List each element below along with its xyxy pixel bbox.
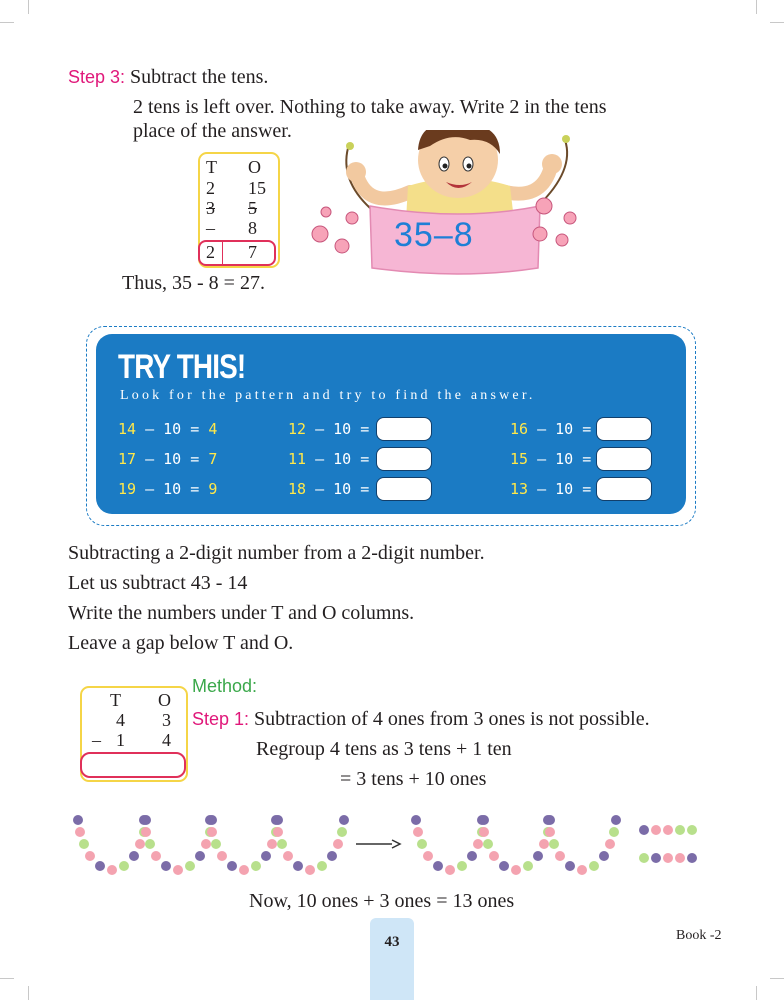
number-ones: 5: [248, 198, 257, 218]
answer-blank-16[interactable]: [596, 417, 652, 441]
equation-operator: – 10 =: [306, 480, 370, 498]
crop-mark: [756, 986, 757, 1000]
step3-line2: place of the answer.: [133, 120, 292, 142]
equation-operator: – 10 =: [306, 420, 370, 438]
answer-blank-11[interactable]: [376, 447, 432, 471]
regroup-ones: 15: [248, 178, 266, 198]
equation-solved: [118, 420, 217, 438]
answer-tens: 2: [206, 242, 215, 262]
crop-mark: [28, 0, 29, 14]
intro-line-2: Let us subtract 43 - 14: [68, 572, 248, 594]
answer-blank-18[interactable]: [376, 477, 432, 501]
equation-blank: [288, 420, 369, 438]
step3-line1: 2 tens is left over. Nothing to take away. Write 2 in the tens: [133, 96, 607, 118]
try-this-subtitle: Look for the pattern and try to find the answer.: [120, 388, 536, 403]
intro-line-1: Subtracting a 2-digit number from a 2-digit number.: [68, 542, 485, 564]
equation-result: 7: [208, 450, 218, 468]
try-this-panel: [96, 334, 686, 514]
crop-mark: [28, 986, 29, 1000]
bead-strings-illustration: [60, 808, 730, 882]
crop-mark: [756, 0, 757, 14]
header-tens: T: [110, 690, 121, 710]
try-this-title: TRY THIS!: [118, 348, 246, 386]
equation-minuend: 18: [288, 480, 307, 498]
minus-sign: –: [92, 730, 101, 750]
equation-blank: [510, 480, 591, 498]
equation-operator: – 10 =: [528, 480, 592, 498]
equation-blank: [510, 450, 591, 468]
crop-mark: [770, 978, 784, 979]
step3-title: Subtract the tens.: [130, 66, 269, 88]
equation-blank: [288, 450, 369, 468]
answer-box: [198, 240, 276, 266]
equation-minuend: 16: [510, 420, 529, 438]
intro-line-3: Write the numbers under T and O columns.: [68, 602, 415, 624]
step3-label: Step 3:: [68, 67, 126, 87]
ones-total-line: Now, 10 ones + 3 ones = 13 ones: [249, 890, 515, 912]
equation-minuend: 19: [118, 480, 137, 498]
answer-blank-12[interactable]: [376, 417, 432, 441]
header-tens: T: [206, 157, 217, 177]
answer-box: [80, 752, 186, 778]
step1-label: Step 1:: [192, 709, 250, 729]
number-ones: 3: [162, 710, 171, 730]
equation-minuend: 14: [118, 420, 137, 438]
equation-solved: [118, 480, 217, 498]
answer-divider: [222, 242, 223, 264]
page-number-tab: [370, 918, 414, 1000]
boy-holding-banner-illustration: [300, 130, 590, 290]
equation-minuend: 13: [510, 480, 529, 498]
crop-mark: [770, 22, 784, 23]
equation-minuend: 17: [118, 450, 137, 468]
answer-ones: 7: [248, 242, 257, 262]
minus-sign: –: [206, 218, 215, 238]
equation-operator: – 10 =: [528, 420, 592, 438]
regroup-equals-line: = 3 tens + 10 ones: [340, 768, 487, 790]
equation-operator: – 10 =: [306, 450, 370, 468]
step1-line: [192, 706, 650, 732]
equation-operator: – 10 =: [136, 420, 209, 438]
intro-line-4: Leave a gap below T and O.: [68, 632, 294, 654]
page-number: 43: [384, 934, 400, 950]
equation-result: 9: [208, 480, 218, 498]
equation-minuend: 15: [510, 450, 529, 468]
equation-operator: – 10 =: [136, 450, 209, 468]
answer-blank-15[interactable]: [596, 447, 652, 471]
step1-text: Subtraction of 4 ones from 3 ones is not possible.: [254, 708, 650, 730]
crop-mark: [0, 978, 14, 979]
header-ones: O: [248, 157, 261, 177]
subtrahend-tens: 1: [116, 730, 125, 750]
subtrahend-ones: 4: [162, 730, 171, 750]
number-tens: 3: [206, 198, 215, 218]
equation-blank: [288, 480, 369, 498]
regroup-line: Regroup 4 tens as 3 tens + 1 ten: [256, 738, 512, 760]
banner-text: 35–8: [394, 216, 474, 254]
equation-solved: [118, 450, 217, 468]
equation-result: 4: [208, 420, 218, 438]
number-tens: 4: [116, 710, 125, 730]
equation-minuend: 11: [288, 450, 307, 468]
header-ones: O: [158, 690, 171, 710]
crop-mark: [0, 22, 14, 23]
thus-statement: Thus, 35 - 8 = 27.: [122, 272, 265, 294]
method-label: Method:: [192, 676, 258, 696]
equation-blank: [510, 420, 591, 438]
step3-heading: [68, 64, 268, 90]
answer-blank-13[interactable]: [596, 477, 652, 501]
equation-minuend: 12: [288, 420, 307, 438]
book-label: Book -2: [676, 928, 722, 943]
equation-operator: – 10 =: [136, 480, 209, 498]
equation-operator: – 10 =: [528, 450, 592, 468]
regroup-tens: 2: [206, 178, 215, 198]
subtrahend-ones: 8: [248, 218, 257, 238]
